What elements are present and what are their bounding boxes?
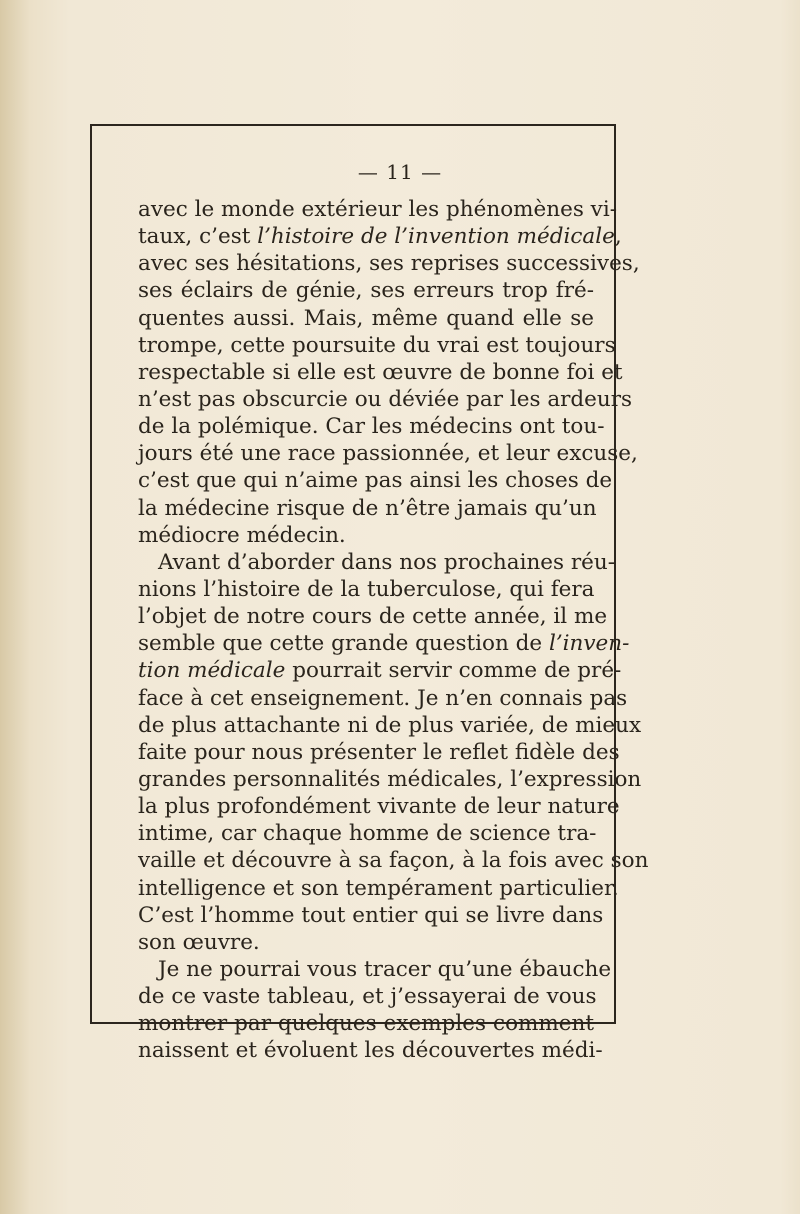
text-line: semble que cette grande question de l’inven- <box>138 631 630 657</box>
text-line: C’est l’homme tout entier qui se livre dans <box>138 902 604 928</box>
text-line: trompe, cette poursuite du vrai est toujours <box>138 332 616 358</box>
text-line: taux, c’est l’histoire de l’invention médicale, <box>138 224 622 250</box>
text-line: naissent et évoluent les découvertes médi- <box>138 1038 603 1064</box>
text-line: c’est que qui n’aime pas ainsi les choses de <box>138 468 613 494</box>
text-line: de la polémique. Car les médecins ont tou- <box>138 414 605 440</box>
text-line: grandes personnalités médicales, l’expression <box>138 766 642 792</box>
text-line: avec ses hésitations, ses reprises successives, <box>138 251 640 277</box>
text-line: respectable si elle est œuvre de bonne foi et <box>138 359 623 385</box>
text-line: vaille et découvre à sa façon, à la fois avec son <box>138 848 649 874</box>
text-line: faite pour nous présenter le reflet fidèle des <box>138 739 620 765</box>
text-line: montrer par quelques exemples comment <box>138 1011 594 1037</box>
text-line: jours été une race passionnée, et leur excuse, <box>138 441 638 467</box>
text-line: intelligence et son tempérament particulier. <box>138 875 619 901</box>
text-line: n’est pas obscurcie ou déviée par les ardeurs <box>138 386 633 412</box>
body-text <box>138 196 649 1065</box>
text-line: de plus attachante ni de plus variée, de mieux <box>138 712 642 738</box>
text-line: Avant d’aborder dans nos prochaines réu- <box>158 549 616 575</box>
text-line: ses éclairs de génie, ses erreurs trop fré- <box>138 278 594 304</box>
text-line: son œuvre. <box>138 929 260 955</box>
italic-title: tion médicale <box>138 658 286 684</box>
text-line: médiocre médecin. <box>138 522 346 548</box>
text-line: face à cet enseignement. Je n’en connais pas <box>138 685 628 711</box>
text-line: de ce vaste tableau, et j’essayerai de vous <box>138 984 597 1010</box>
italic-title: l’histoire de l’invention médicale <box>257 224 615 250</box>
text-line: quentes aussi. Mais, même quand elle se <box>138 305 594 331</box>
italic-title: l’inven- <box>548 631 630 657</box>
text-line: tion médicale pourrait servir comme de pré- <box>138 658 622 684</box>
text-line: Je ne pourrai vous tracer qu’une ébauche <box>158 956 612 982</box>
text-line: intime, car chaque homme de science tra- <box>138 821 597 847</box>
text-line: l’objet de notre cours de cette année, il me <box>138 604 608 630</box>
text-line: nions l’histoire de la tuberculose, qui fera <box>138 576 595 602</box>
text-line: avec le monde extérieur les phénomènes vi- <box>138 197 617 222</box>
page-number: — 11 — <box>357 160 443 184</box>
text-line: la plus profondément vivante de leur nature <box>138 794 620 820</box>
text-line: la médecine risque de n’être jamais qu’un <box>138 495 597 521</box>
